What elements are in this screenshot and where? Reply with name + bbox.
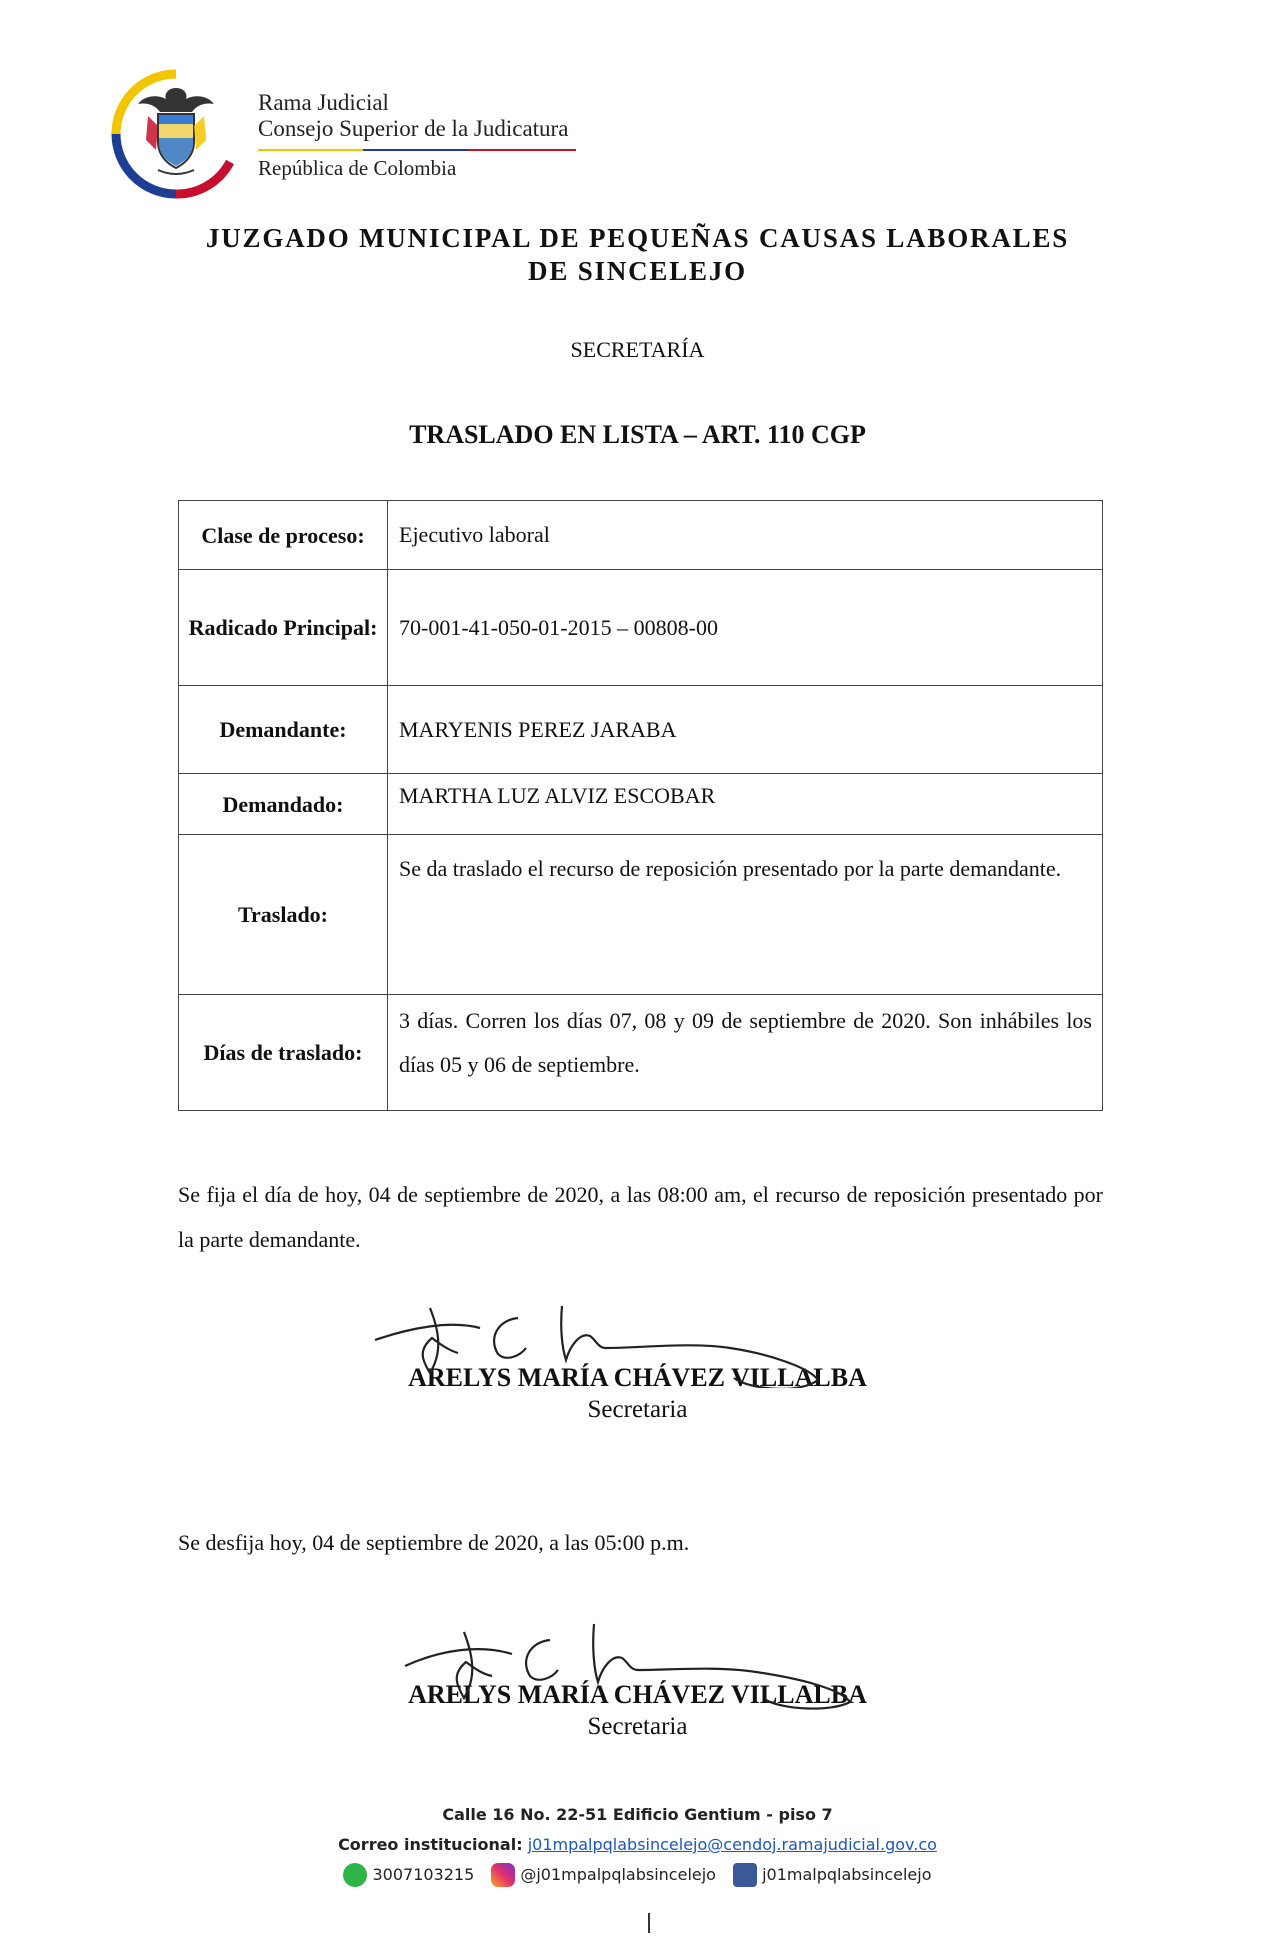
email-link[interactable]: j01mpalpqlabsincelejo@cendoj.ramajudicial.gov.co <box>527 1835 937 1854</box>
footer <box>0 1800 1275 1897</box>
fijacion-paragraph: Se fija el día de hoy, 04 de septiembre de 2020, a las 08:00 am, el recurso de reposición presentado por la parte demandante. <box>178 1182 1103 1252</box>
org-line-3: República de Colombia <box>258 156 457 180</box>
row-value: 70-001-41-050-01-2015 – 00808-00 <box>388 570 1103 686</box>
table-row <box>179 774 1103 835</box>
table-row <box>179 501 1103 570</box>
court-line-1: JUZGADO MUNICIPAL DE PEQUEÑAS CAUSAS LABORALES <box>205 223 1070 253</box>
footer-address: Calle 16 No. 22-51 Edificio Gentium - piso 7 <box>442 1805 833 1824</box>
row-value: MARTHA LUZ ALVIZ ESCOBAR <box>388 774 1103 835</box>
facebook-handle: j01malpqlabsincelejo <box>762 1865 932 1884</box>
row-label: Días de traslado: <box>179 995 388 1111</box>
signature-image <box>370 1298 830 1388</box>
signer-role: Secretaria <box>587 1396 688 1423</box>
row-label: Demandado: <box>179 774 388 835</box>
row-label: Demandante: <box>179 686 388 774</box>
email-label: Correo institucional: <box>338 1835 523 1854</box>
facebook-icon <box>733 1863 757 1887</box>
document-title: TRASLADO EN LISTA – ART. 110 CGP <box>409 420 866 449</box>
signer-role: Secretaria <box>587 1713 688 1740</box>
whatsapp-contact[interactable] <box>343 1860 474 1890</box>
table-row <box>179 835 1103 995</box>
row-value: MARYENIS PEREZ JARABA <box>388 686 1103 774</box>
table-row <box>179 995 1103 1111</box>
table-row <box>179 570 1103 686</box>
footer-social-line <box>0 1860 1275 1897</box>
instagram-contact[interactable] <box>491 1860 716 1890</box>
instagram-icon <box>491 1863 515 1887</box>
desfijacion-paragraph: Se desfija hoy, 04 de septiembre de 2020, a las 05:00 p.m. <box>178 1530 690 1555</box>
signer-name: ARELYS MARÍA CHÁVEZ VILLALBA <box>408 1680 867 1709</box>
row-value: Se da traslado el recurso de reposición presentado por la parte demandante. <box>388 835 1103 995</box>
table-row <box>179 686 1103 774</box>
row-value: Ejecutivo laboral <box>388 501 1103 570</box>
logo-text <box>258 90 576 181</box>
signer-name: ARELYS MARÍA CHÁVEZ VILLALBA <box>408 1363 867 1392</box>
judicial-logo <box>108 66 244 202</box>
case-info-table <box>178 500 1103 1111</box>
row-label: Clase de proceso: <box>179 501 388 570</box>
org-line-2: Consejo Superior de la Judicatura <box>258 116 569 141</box>
facebook-contact[interactable] <box>733 1860 931 1890</box>
instagram-handle: @j01mpalpqlabsincelejo <box>520 1865 716 1884</box>
footer-email-line <box>0 1830 1275 1860</box>
row-value: 3 días. Corren los días 07, 08 y 09 de septiembre de 2020. Son inhábiles los días 05 y 06 de septiembre. <box>388 995 1103 1111</box>
section-heading: SECRETARÍA <box>570 337 705 362</box>
row-label: Traslado: <box>179 835 388 995</box>
court-line-2: DE SINCELEJO <box>528 256 747 286</box>
text-cursor <box>648 1913 650 1933</box>
court-name <box>0 222 1275 288</box>
row-label: Radicado Principal: <box>179 570 388 686</box>
phone-number: 3007103215 <box>372 1865 475 1884</box>
org-line-1: Rama Judicial <box>258 90 389 115</box>
tricolor-rule <box>258 149 576 151</box>
signature-image <box>400 1618 860 1713</box>
whatsapp-icon <box>343 1863 367 1887</box>
